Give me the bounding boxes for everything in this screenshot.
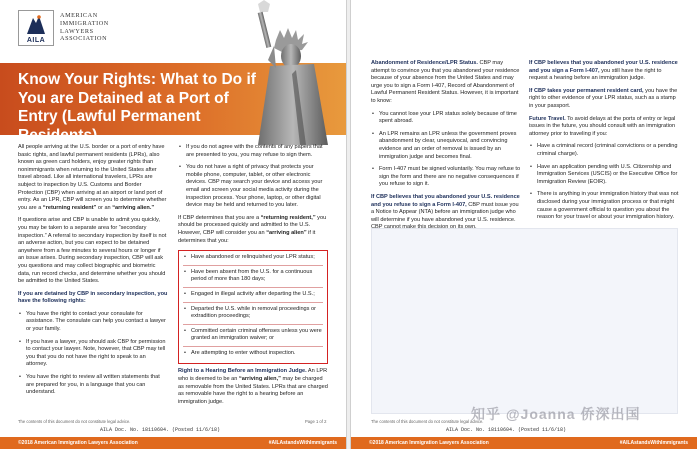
abandonment-paragraph (371, 60, 521, 106)
refuse-form-heading: If CBP believes that you abandoned your U.S. residence and you refuse to sign a Form I-407, (371, 193, 520, 208)
document-title: Know Your Rights: What to Do if You are Detained at a Port of Entry (Lawful Permanent Residents) (18, 71, 256, 144)
text-span: may be charged as removable from the United States. LPRs that are charged as removable have the right to a hearing before an immigration judge. (178, 376, 328, 405)
arriving-alien-term: “arriving alien” (266, 229, 307, 236)
sign-form-heading: If CBP believes that you abandoned your U.S. residence and you sign a Form I-407, (529, 60, 678, 74)
hashtag: #AILAstandsWithImmigrants (268, 440, 337, 446)
returning-resident-term: “returning resident,” (260, 214, 316, 221)
aila-logo (18, 10, 54, 46)
condition-item: • Engaged in illegal activity after departing the U.S.; (183, 291, 323, 303)
disclaimer: The contents of this document do not constitute legal advice. (18, 419, 131, 424)
text-span: if it determines that you: (178, 229, 316, 244)
arriving-alien-term: “arriving alien.” (112, 204, 155, 211)
text-span: you should be processed quickly and admitted to the U.S. However, CBP will consider you an (178, 214, 327, 236)
org-line: ASSOCIATION (60, 35, 108, 43)
list-item: • There is anything in your immigration history that was not disclosed during your immigration process or that might cause a government official to question you about the reason for your travel or about your immigration history. (529, 191, 681, 221)
list-item: • An LPR remains an LPR unless the government proves abandonment by clear, unequivocal, and convincing evidence and an order of removal is issued by an immigration judge and becomes final. (371, 131, 521, 161)
list-item: • Have an application pending with U.S. Citizenship and Immigration Services (USCIS) or the Executive Office for Immigration Review (EOIR). (529, 164, 681, 187)
determination-paragraph (178, 215, 328, 245)
statue-of-liberty-image (236, 0, 346, 145)
condition-item: • Committed certain criminal offenses unless you were granted an immigration waiver; or (183, 328, 323, 347)
text-span: you have the right to other evidence of your LPR status, such as a stamp in your passport. (529, 87, 678, 109)
copyright: ©2018 American Immigration Lawyers Association (369, 440, 489, 446)
condition-item: • Are attempting to enter without inspection. (183, 350, 323, 361)
rights-heading: If you are detained by CBP in secondary inspection, you have the following rights: (18, 290, 168, 305)
text-span: If CBP determines that you are a (178, 214, 261, 221)
highlighted-conditions-box (178, 250, 328, 364)
list-item: • Have a criminal record (criminal convictions or a pending criminal charge). (529, 143, 681, 158)
document-page-2 (350, 0, 697, 449)
sign-form-paragraph (529, 60, 681, 83)
blank-content-area (371, 228, 678, 414)
text-span: An LPR who is deemed to be an (178, 368, 328, 383)
list-item: • Form I-407 must be signed voluntarily. You may refuse to sign the form and there are no negative consequences if you refuse to sign it. (371, 166, 521, 189)
abandonment-heading: Abandonment of Residence/LPR Status. (371, 60, 478, 66)
list-item: • You have the right to review all written statements that are prepared for you, in a language that you can understand. (18, 374, 168, 397)
connector-text: or an (96, 204, 113, 211)
watermark: 知乎 @Joanna 侨深出国 (471, 406, 641, 422)
footer-bar (351, 437, 697, 449)
arriving-alien-term: “arriving alien,” (238, 376, 281, 383)
document-number: AILA Doc. No. 18110604. (Posted 11/6/18) (100, 427, 221, 433)
green-card-paragraph (529, 88, 681, 111)
green-card-heading: If CBP takes your permanent resident card, (529, 87, 644, 94)
future-travel-paragraph (529, 116, 681, 139)
secondary-inspection-paragraph: If questions arise and CBP is unable to admit you quickly, you may be taken to a separate area for “secondary inspection.” A referral to secondary inspection by itself is not an adverse action, but you can expect to be detained anywhere from a few minutes to several hours or longer if an issue arises. During secondary inspection, CBP will ask you questions and may collect biographic and biometric data, run record checks, and determine whether you should be admitted to the United States. (18, 217, 167, 285)
future-travel-heading: Future Travel. (529, 115, 566, 122)
text-span: CBP must issue you a Notice to Appear (NTA) before an immigration judge who will determine if you have abandoned your U.S. residence. (371, 201, 519, 223)
list-item: • You do not have a right of privacy that protects your mobile phone, computer, tablet, or other electronic devices. CBP may search your device and access your email and screen your social media activity during the inspection process. Your phone, laptop, or other digital device may be held and returned to you later. (178, 164, 328, 210)
list-item: • If you do not agree with the contents of any papers that are presented to you, you may refuse to sign them. (178, 144, 328, 159)
list-item: • You have the right to contact your consulate for assistance. The consulate can help you contact a lawyer or your family. (18, 311, 168, 334)
rights-list (18, 311, 168, 397)
rights-list-continued (178, 144, 328, 210)
logo-text: AILA (26, 37, 46, 44)
column-2 (178, 144, 328, 411)
disclaimer: The contents of this document do not constitute legal advice. (371, 419, 484, 424)
intro-paragraph (18, 144, 168, 212)
hearing-heading: Right to a Hearing Before an Immigration Judge. (178, 368, 307, 375)
statue-logo-icon (23, 14, 49, 36)
list-item: • If you have a lawyer, you should ask CBP for permission to contact your lawyer. Note, however, that CBP may tell you that you do not have the right to speak to an attorney. (18, 339, 168, 369)
condition-item: • Have been absent from the U.S. for a continuous period of more than 180 days; (183, 269, 323, 288)
future-travel-list (529, 143, 681, 221)
org-line: IMMIGRATION (60, 19, 109, 27)
org-line: LAWYERS (60, 27, 94, 35)
hearing-paragraph (178, 368, 328, 406)
returning-resident-term: “returning resident” (42, 204, 97, 211)
column-4 (529, 60, 681, 227)
abandonment-list (371, 111, 521, 189)
copyright: ©2018 American Immigration Lawyers Association (18, 440, 138, 446)
condition-item: • Have abandoned or relinquished your LPR status; (183, 254, 323, 266)
organization-name (60, 12, 160, 43)
intro-text: All people arriving at the U.S. border or a port of entry have basic rights, and lawful permanent residents (LPRs), also known as green card holders, enjoy greater rights than nonimmigrants when returning to the United States after travel abroad. Like all international travelers, LPRs are subject to inspection by U.S. Customs and Border Protection (CBP) when arriving at an airport or land port of entry. As an LPR, CBP will screen you to determine whether you are a (18, 144, 167, 211)
column-3 (371, 60, 521, 237)
footer-bar (0, 437, 347, 449)
document-number: AILA Doc. No. 18110604. (Posted 11/6/18) (446, 427, 567, 433)
hashtag: #AILAstandsWithImmigrants (619, 440, 688, 446)
text-span: you still have the right to request a hearing before an immigration judge. (529, 67, 662, 82)
column-1 (18, 144, 168, 402)
page-number: Page 1 of 2 (305, 419, 327, 424)
list-item: • You cannot lose your LPR status solely because of time spent abroad. (371, 111, 521, 126)
text-span: To avoid delays at the ports of entry or legal issues in the future, you should consult with an immigration attorney prior to traveling if you: (529, 115, 676, 137)
condition-item: • Departed the U.S. while in removal proceedings or extradition proceedings; (183, 306, 323, 325)
org-line: AMERICAN (60, 12, 98, 19)
document-page-1 (0, 0, 347, 449)
text-span: CBP may attempt to convince you that you abandoned your residence because of your absence from the United States and may urge you to sign a Form I-407, Record of Abandonment of Lawful Permanent Resident Status. However, it is important to know: (371, 60, 520, 104)
refuse-form-paragraph (371, 194, 521, 232)
